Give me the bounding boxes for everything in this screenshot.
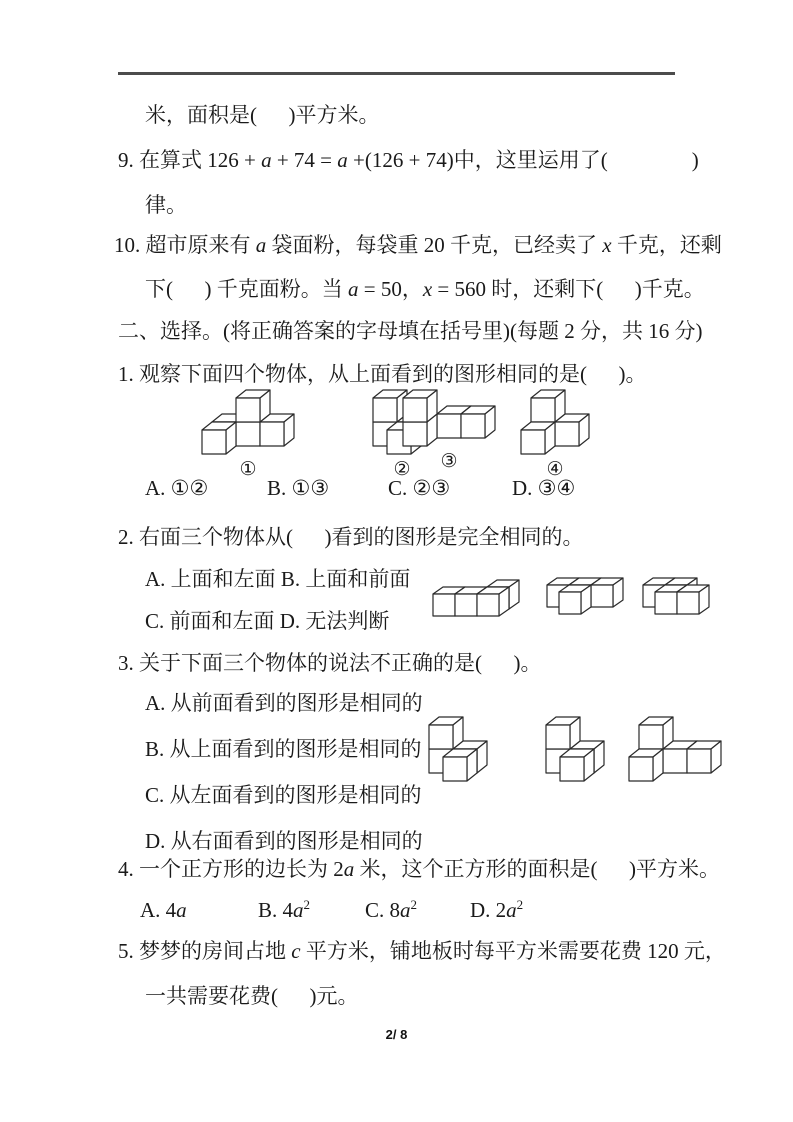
q1-options-row <box>0 476 793 504</box>
q1-option-a: A. ①② <box>145 476 209 500</box>
q3-option-b: B. 从上面看到的图形是相同的 <box>145 737 422 761</box>
q2-figure-2 <box>546 577 624 615</box>
cube-figure <box>432 579 520 617</box>
q1-stem: 1. 观察下面四个物体，从上面看到的图形相同的是( )。 <box>118 362 647 386</box>
q2-figure-3 <box>642 577 710 615</box>
header-divider <box>118 72 675 75</box>
q3-figure-2 <box>545 716 605 782</box>
q2-options-row1: A. 上面和左面 B. 上面和前面 <box>145 567 411 591</box>
q1-option-c: C. ②③ <box>388 476 451 500</box>
q5-line2: 一共需要花费( )元。 <box>145 984 359 1008</box>
cube-figure <box>642 577 710 615</box>
cube-figure <box>520 389 590 455</box>
q2-stem: 2. 右面三个物体从( )看到的图形是完全相同的。 <box>118 525 584 549</box>
q10-line2: 下( ) 千克面粉。当 a = 50，x = 560 时，还剩下( )千克。 <box>145 277 705 301</box>
q4-option-c: C. $8a^2$ <box>365 897 418 922</box>
q1-option-b: B. ①③ <box>267 476 330 500</box>
q9-stem: 9. 在算式 126 + a + 74 = a +(126 + 74)中，这里运用了( ) <box>118 148 699 172</box>
q4-option-b: B. $4a^2$ <box>258 897 311 922</box>
q10-line1: 10. 超市原来有 a 袋面粉，每袋重 20 千克，已经卖了 x 千克，还剩 <box>114 233 722 257</box>
q3-figure-3 <box>628 716 722 782</box>
q4-stem: 4. 一个正方形的边长为 2a 米，这个正方形的面积是( )平方米。 <box>118 857 720 881</box>
cube-figure <box>428 716 488 782</box>
cube-figure <box>201 389 295 455</box>
q1-option-d: D. ③④ <box>512 476 576 500</box>
figure-label: ③ <box>440 451 458 472</box>
figure-label: ② <box>393 459 411 480</box>
q4-option-a: A. 4a <box>140 898 187 922</box>
q3-option-c: C. 从左面看到的图形是相同的 <box>145 783 422 807</box>
cube-figure <box>402 389 496 447</box>
page-number: 2/ 8 <box>385 1027 408 1042</box>
section-2-header: 二、选择。(将正确答案的字母填在括号里)(每题 2 分，共 16 分) <box>118 319 703 343</box>
figure-label: ④ <box>546 459 564 480</box>
q2-figure-1 <box>432 579 520 617</box>
figure-label: ① <box>239 459 257 480</box>
q3-option-a: A. 从前面看到的图形是相同的 <box>145 691 423 715</box>
q3-stem: 3. 关于下面三个物体的说法不正确的是( )。 <box>118 651 542 675</box>
q5-line1: 5. 梦梦的房间占地 c 平方米，铺地板时每平方米需要花费 120 元， <box>118 939 726 963</box>
cube-figure <box>546 577 624 615</box>
q8-continuation-line: 米，面积是( )平方米。 <box>145 103 380 127</box>
q1-figure-1 <box>201 389 295 481</box>
q9-continuation: 律。 <box>145 193 187 217</box>
q1-figure-3 <box>402 389 496 473</box>
cube-figure <box>545 716 605 782</box>
q2-options-row2: C. 前面和左面 D. 无法判断 <box>145 609 390 633</box>
q3-figure-1 <box>428 716 488 782</box>
q1-figure-4 <box>520 389 590 481</box>
q4-options-row <box>0 898 793 926</box>
q4-option-d: D. $2a^2$ <box>470 897 524 922</box>
q3-option-d: D. 从右面看到的图形是相同的 <box>145 829 423 853</box>
cube-figure <box>628 716 722 782</box>
